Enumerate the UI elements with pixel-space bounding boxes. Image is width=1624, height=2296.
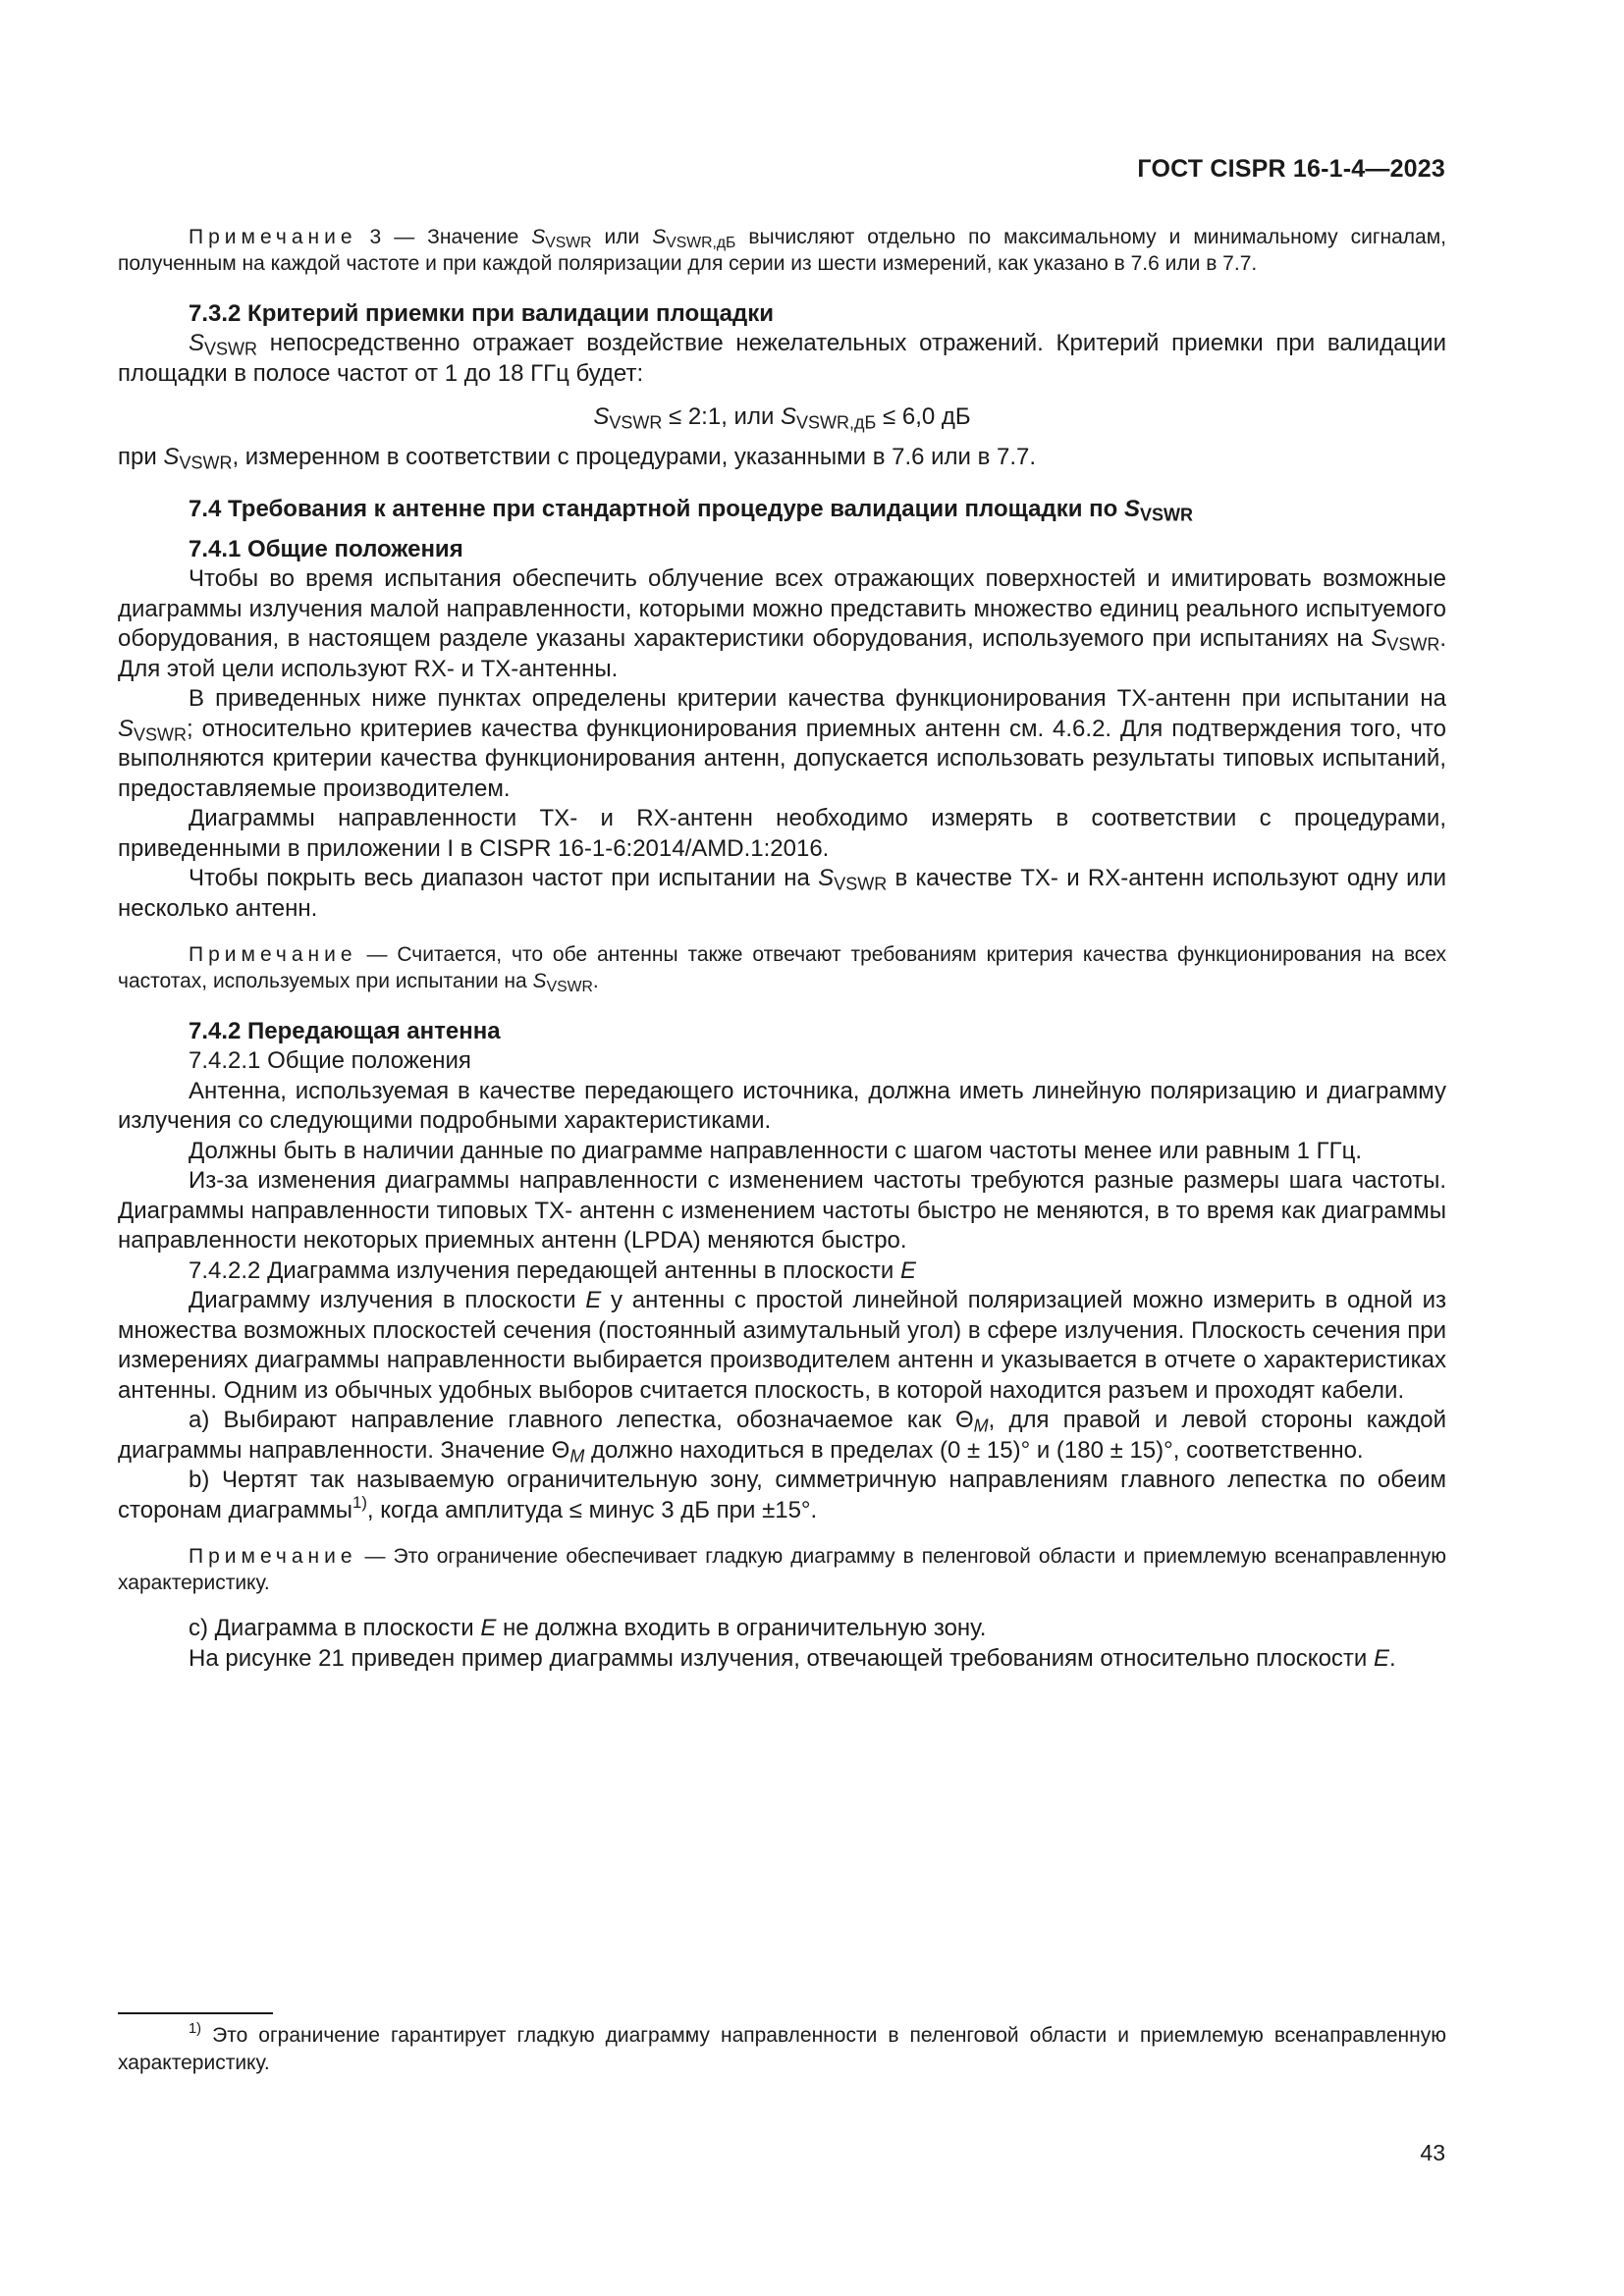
heading-7-3-2: 7.3.2 Критерий приемки при валидации площадки — [189, 300, 775, 327]
page-header: ГОСТ CISPR 16-1-4—2023 — [1137, 155, 1445, 183]
paragraph: Чтобы покрыть весь диапазон частот при испытании на $S_{VSWR}$ в качестве TX- и RX-антенн используют одну или несколько антенн. — [118, 865, 1446, 922]
note-label: Примечание — [189, 1545, 357, 1568]
heading-7-4-2: 7.4.2 Передающая антенна — [189, 1018, 501, 1044]
list-item-b: b) Чертят так называемую ограничительную зону, симметричную направлениям главного лепестка по обеим сторонам диаграммы$^{1)}$, когда амплитуда ≤ минус 3 дБ при ±15°. — [118, 1467, 1446, 1523]
footnote: $^{1)}$ Это ограничение гарантирует гладкую диаграмму направленности в пеленговой области и приемлемую всенаправленную характеристику. — [118, 2021, 1446, 2074]
paragraph: $S_{VSWR}$ непосредственно отражает воздействие нежелательных отражений. Критерий приемки при валидации площадки в полосе частот от 1 до 18 ГГц будет: — [118, 330, 1446, 387]
note-3: Примечание 3 — Значение $S_{VSWR}$ или $S_{VSWR,дБ}$ вычисляют отдельно по максимальному и минимальному сигналам, полученным на каждой частоте и при каждой поляризации для серии из шести измерений, как указано в 7.6 или в 7.7. — [118, 226, 1446, 275]
subheading-7-4-2-1: 7.4.2.1 Общие положения — [189, 1047, 471, 1074]
paragraph: Диаграмму излучения в плоскости E у антенны с простой линейной поляризацией можно измерить в одной из множества возможных плоскостей сечения (постоянный азимутальный угол) в сфере излучения. Плоскость сечения при измерениях диаграммы направленности выбирается производителем антенн и указывается в отчете о характеристиках антенны. Одним из обычных удобных выборов считается плоскость, в которой находится разъем и проходят кабели. — [118, 1287, 1446, 1404]
note-label: Примечание — [189, 943, 357, 966]
subheading-7-4-2-2: 7.4.2.2 Диаграмма излучения передающей антенны в плоскости E — [189, 1256, 916, 1284]
paragraph: Должны быть в наличии данные по диаграмме направленности с шагом частоты менее или равным 1 ГГц. — [189, 1137, 1363, 1164]
acceptance-formula: $S_{VSWR}$ ≤ 2:1, или $S_{VSWR,дБ} \le 6,0$ дБ — [593, 403, 971, 433]
paragraph: В приведенных ниже пунктах определены критерии качества функционирования TX-антенн при испытании на $S_{VSWR}$; относительно критериев качества функционирования приемных антенн см. 4.6.2. Для подтверждения того, что выполняются критерии качества функционирования антенн, допускается использовать результаты типовых испытаний, предоставляемые производителем. — [118, 685, 1446, 802]
footnote-ref[interactable]: 1) — [352, 1492, 367, 1512]
note: Примечание — Считается, что обе антенны также отвечают требованиям критерия качества функционирования на всех частотах, используемых при испытании на $S_{VSWR}$. — [118, 943, 1446, 995]
note: Примечание — Это ограничение обеспечивает гладкую диаграмму в пеленговой области и приемлемую всенаправленную характеристику. — [118, 1545, 1446, 1594]
note-label: Примечание — [189, 226, 357, 248]
paragraph: при $S_{VSWR}$, измеренном в соответствии с процедурами, указанными в 7.6 или в 7.7. — [118, 443, 1037, 472]
paragraph: Чтобы во время испытания обеспечить облучение всех отражающих поверхностей и имитировать возможные диаграммы излучения малой направленности, которыми можно представить множество единиц реального испытуемого оборудования, в настоящем разделе указаны характеристики оборудования, используемого при испытаниях на $S_{VSWR}$. Для этой цели используют RX- и TX-антенны. — [118, 565, 1446, 682]
heading-7-4: 7.4 Требования к антенне при стандартной процедуре валидации площадки по $S_{VSWR}$ — [189, 496, 1194, 525]
page-number: 43 — [1420, 2140, 1445, 2165]
paragraph: Диаграммы направленности TX- и RX-антенн необходимо измерять в соответствии с процедурами, приведенными в приложении I в CISPR 16-1-6:2014/AMD.1:2016. — [118, 805, 1446, 862]
page-content — [118, 224, 1446, 1674]
list-item-a: а) Выбирают направление главного лепестка, обозначаемое как $\Theta_M$, для правой и левой стороны каждой диаграммы направленности. Значение $\Theta_M$ должно находиться в пределах (0 ± 15)° и (180 ± 15)°, соответственно. — [118, 1407, 1446, 1466]
paragraph: На рисунке 21 приведен пример диаграммы излучения, отвечающей требованиям относительно плоскости E. — [189, 1644, 1396, 1672]
paragraph: Антенна, используемая в качестве передающего источника, должна иметь линейную поляризацию и диаграмму излучения со следующими подробными характеристиками. — [118, 1077, 1446, 1134]
paragraph: Из-за изменения диаграммы направленности с изменением частоты требуются разные размеры шага частоты. Диаграммы направленности типовых TX- антенн с изменением частоты быстро не меняются, в то время как диаграммы направленности некоторых приемных антенн (LPDA) меняются быстро. — [118, 1167, 1446, 1254]
heading-7-4-1: 7.4.1 Общие положения — [189, 536, 463, 562]
list-item-c: с) Диаграмма в плоскости E не должна входить в ограничительную зону. — [189, 1615, 987, 1641]
footnote-separator — [118, 2012, 273, 2014]
